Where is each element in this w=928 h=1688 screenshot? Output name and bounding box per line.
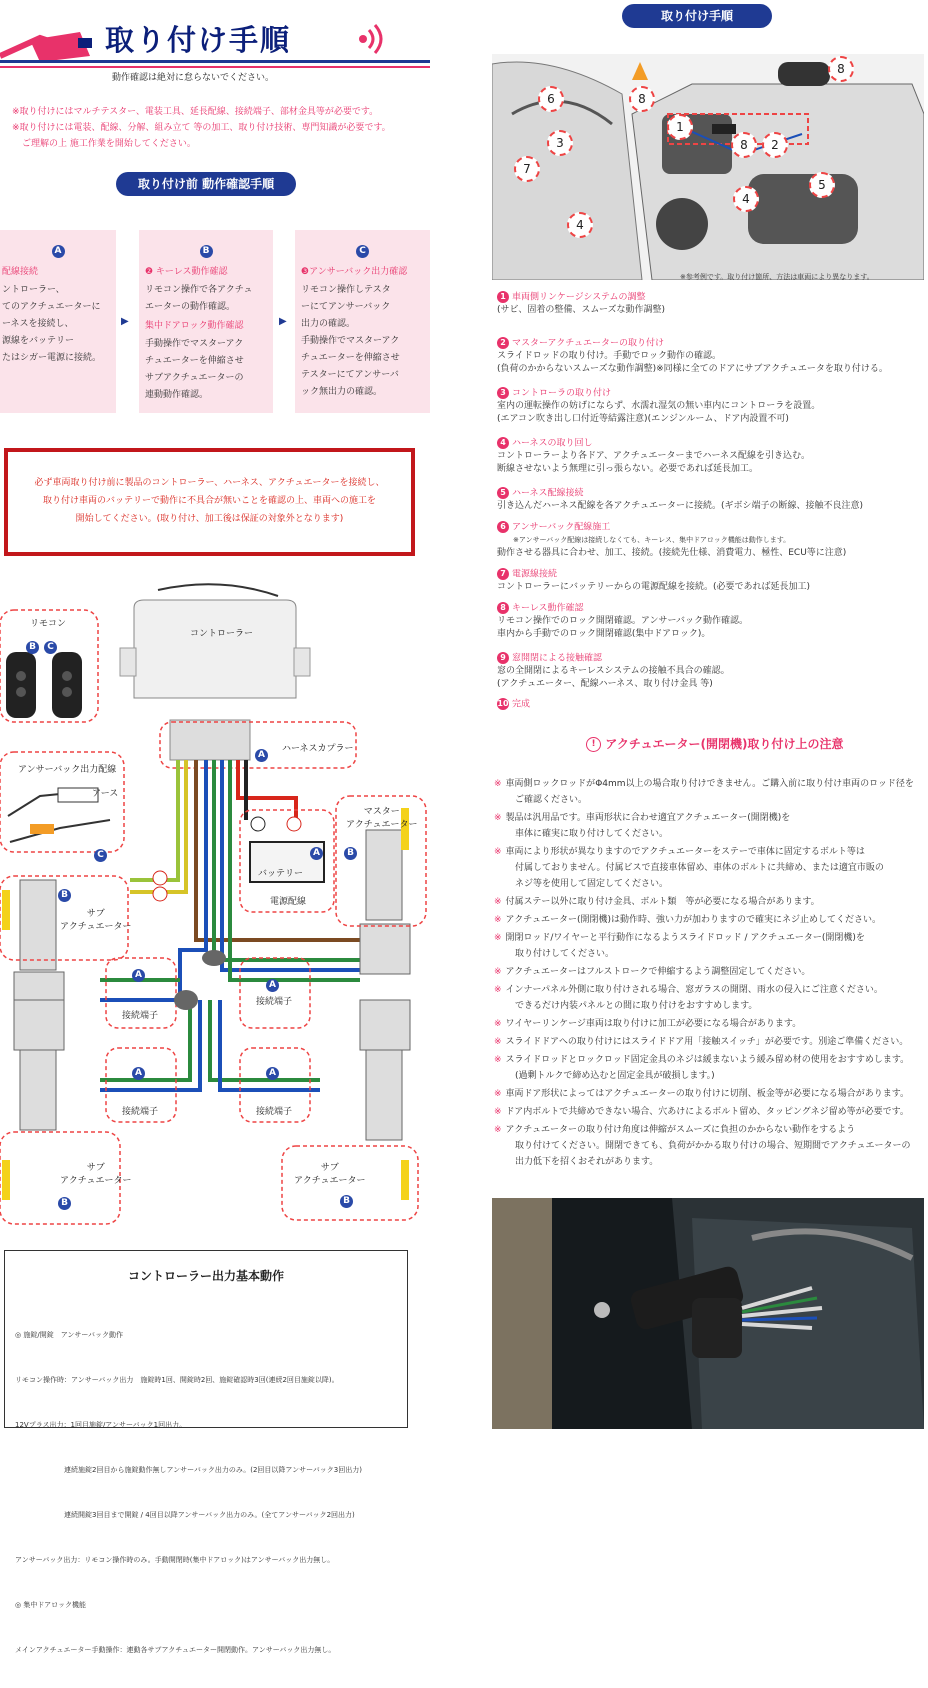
step-2: 2 マスターアクチュエーターの取り付け スライドロッドの取り付け。手動でロック動作の確認。 (負荷のかからないスムーズな動作調整)※同様に全てのドアにサブアクチュエータを取り付ける。 (497, 338, 888, 374)
sub-label: サブ アクチュエーター (294, 1163, 366, 1186)
sub-label: サブ アクチュエーター (60, 909, 132, 932)
card-a-line: 源線をバッテリー (2, 336, 75, 346)
reference-note: ※参考例です。取り付け箇所、方法は車両により異なります。 (680, 273, 874, 281)
master-label: マスター アクチュエーター (346, 807, 418, 830)
caution-item: ※ アクチュエーター(開閉機)は動作時、強い力が加わりますので確実にネジ止めしてください。 (494, 915, 882, 925)
card-b-line: 手動操作でマスターアク (145, 339, 244, 349)
output-line: リモコン操作時：アンサーバック出力 施錠時1回、開錠時2回、施錠確認時3回(連続2回目施錠以降)。 (15, 1376, 339, 1384)
step-7: 7 電源線接続 コントローラーにバッテリーからの電源配線を接続。(必要であれば延長加工) (497, 569, 811, 592)
battery-label: バッテリー (258, 869, 304, 879)
marker-7: 7 (514, 156, 540, 182)
card-c-line: ック無出力の確認。 (301, 387, 383, 397)
card-b-line: サブアクチュエーターの (145, 373, 244, 383)
marker-2: 2 (762, 132, 788, 158)
marker-5: 5 (809, 172, 835, 198)
card-b-heading: ❷ キーレス動作確認 (145, 267, 228, 277)
step-10: 10 完成 (497, 699, 531, 710)
wiring-diagram (0, 580, 430, 1230)
marker-8: 8 (629, 86, 655, 112)
caution-item: できるだけ内装パネルとの間に取り付けをおすすめします。 (506, 1001, 758, 1011)
card-c-line: チュエーターを伸縮させ (301, 353, 400, 363)
step-8: 8 キーレス動作確認 リモコン操作でのロック開閉確認。アンサーバック動作確認。 車内から手動でのロック開閉確認(集中ドアロック)。 (497, 603, 749, 639)
card-c-heading: ❸アンサーバック出力確認 (301, 267, 408, 277)
caution-item: ※ 開閉ロッド/ワイヤーと平行動作になるようスライドロッド / アクチュエーター(開閉機)を (494, 933, 865, 943)
caution-item: 出力低下を招くおそれがあります。 (506, 1157, 659, 1167)
marker-4: 4 (567, 212, 593, 238)
caution-item: 付属しておりません。付属ビスで直接車体留め、車体のボルトに共締め、または適宜市販の (506, 863, 884, 873)
card-a-line: てのアクチュエーターに (2, 302, 101, 312)
warning-line: 開始してください。(取り付け、加工後は保証の対象外となります) (75, 514, 344, 524)
card-b (139, 230, 273, 413)
caution-item: ※ ワイヤーリンケージ車両は取り付けに加工が必要になる場合があります。 (494, 1019, 802, 1029)
badge-a: A (266, 979, 279, 992)
steps-list (497, 291, 888, 711)
caution-item: 取り付けしてください。 (506, 949, 615, 959)
marker-8: 8 (731, 132, 757, 158)
marker-1: 1 (667, 114, 693, 140)
subtitle: 動作確認は絶対に怠らないでください。 (112, 73, 275, 83)
arrow-icon: ▶ (121, 316, 129, 327)
harness-label: ハーネスカプラー (282, 744, 354, 754)
card-a-line: ーネスを接続し、 (2, 319, 74, 329)
caution-item: ※ インナーパネル外側に取り付けされる場合、窓ガラスの開閉、雨水の侵入にご注意ください。 (494, 985, 883, 995)
badge-b: B (58, 1197, 71, 1210)
terminal-label: 接続端子 (122, 1011, 159, 1021)
badge-c: C (94, 849, 107, 862)
header-rule-2 (0, 66, 430, 68)
step-6: 6 アンサーバック配線施工 ※アンサーバック配線は接続しなくても、キーレス、集中ドアロック機能は動作します。 動作させる器具に合わせ、加工、接続。(接続先仕様、消費電力、極性、ECU等に注意) (497, 522, 847, 558)
card-b-line: 連動動作確認。 (145, 390, 209, 400)
terminal-label: 接続端子 (256, 997, 293, 1007)
badge-c: C (44, 641, 57, 654)
warning-box (4, 448, 415, 556)
answerback-label: アンサーバック出力配線 (18, 765, 117, 775)
actuator-photo (492, 1198, 924, 1429)
badge-b: B (58, 889, 71, 902)
signal-icon (357, 22, 387, 56)
output-line: ◎ 集中ドアロック機能 (15, 1601, 86, 1609)
badge-a: A (255, 749, 268, 762)
marker-8: 8 (828, 56, 854, 82)
output-title: コントローラー出力基本動作 (127, 1269, 284, 1283)
controller-label: コントローラー (190, 629, 254, 639)
page-title: 取り付け手順 (105, 23, 292, 57)
marker-3: 3 (547, 130, 573, 156)
card-c-line: テスターにてアンサーバ (301, 370, 399, 380)
caution-item: 取り付けてください。開閉できても、負荷がかかる取り付けの場合、短期間でアクチュエーターの (506, 1141, 911, 1151)
check-steps-pill: 取り付け前 動作確認手順 (116, 172, 296, 196)
output-line: メインアクチュエーター手動操作：連動各サブアクチュエーター開閉動作。アンサーバック出力無し。 (15, 1646, 336, 1654)
marker-4: 4 (733, 186, 759, 212)
sub-label: サブ アクチュエーター (60, 1163, 132, 1186)
badge-b: B (200, 245, 213, 258)
caution-item: ※ ドア内ボルトで共締めできない場合、穴あけによるボルト留め、タッピングネジ留め等が必要です。 (494, 1107, 909, 1117)
badge-b: B (344, 847, 357, 860)
output-box (4, 1250, 408, 1654)
badge-a: A (266, 1067, 279, 1080)
note-1: ※取り付けにはマルチテスター、電装工具、延長配線、接続端子、部材金具等が必要です。 (12, 107, 379, 117)
step-9: 9 窓開閉による接触確認 窓の全開閉によるキーレスシステムの接触不具合の確認。 (アクチュエーター、配線ハーネス、取り付け金具 等) (497, 653, 730, 689)
card-c-line: 出力の確認。 (301, 319, 356, 329)
note-2: ※取り付けには電装、配線、分解、組み立て 等の加工、取り付け技術、専門知識が必要です。 (12, 123, 391, 133)
badge-a: A (310, 847, 323, 860)
caution-item: ※ スライドドアへの取り付けにはスライドドア用「接触スイッチ」が必要です。別途ご準備ください。 (494, 1037, 909, 1047)
terminal-label: 接続端子 (122, 1107, 159, 1117)
remote-label: リモコン (30, 619, 67, 629)
caution-title: ! アクチュエーター(開閉機)取り付け上の注意 (586, 735, 843, 752)
caution-item: ※ アクチュエーターの取り付け角度は伸縮がスムーズに負担のかからない動作をするよう (494, 1125, 856, 1135)
install-steps-pill: 取り付け手順 (622, 4, 772, 28)
caution-item: ※ スライドロッドとロックロッド固定金具のネジは緩まないよう緩み留め材の使用をおすすめします。 (494, 1055, 910, 1065)
caution-item: ご確認ください。 (506, 795, 588, 805)
caution-item: ※ 製品は汎用品です。車両形状に合わせ適宜アクチュエーター(開閉機)を (494, 813, 791, 823)
card-b-line: リモコン操作で各アクチュ (145, 285, 253, 295)
card-c-line: ーにてアンサーバック (301, 302, 391, 312)
badge-a: A (52, 245, 65, 258)
card-c-line: 手動操作でマスターアク (301, 336, 400, 346)
marker-6: 6 (538, 86, 564, 112)
header-rule (0, 60, 430, 63)
badge-b: B (340, 1195, 353, 1208)
output-line: 12Vプラス出力：1回目施錠/アンサーバック1回出力。 (15, 1421, 187, 1429)
card-c (295, 230, 430, 413)
card-c-line: リモコン操作しテスタ (301, 285, 391, 295)
step-3: 3 コントローラの取り付け 室内の運転操作の妨げにならず、水濡れ湿気の無い車内にコントローラを設置。 (エアコン吹き出し口付近等結露注意)(エンジンルーム、ドア内設置不可) (497, 388, 821, 424)
card-b-line: エーターの動作確認。 (145, 302, 236, 312)
caution-item: ※ 車両側ロックロッドがΦ4mm以上の場合取り付けできません。ご購入前に取り付け車両のロッド径を (494, 779, 914, 789)
caution-item: ※ 付属ステー以外に取り付け金具、ボルト類 等が必要になる場合があります。 (494, 897, 820, 907)
warning-line: 必ず車両取り付け前に製品のコントローラー、ハーネス、アクチュエーターを接続し、 (34, 478, 385, 488)
caution-item: (過剰トルクで締め込むと固定金具が破損します。) (506, 1071, 715, 1081)
caution-item: ※ 車両ドア形状によってはアクチュエーターの取り付けに切削、板金等が必要になる場合があります。 (494, 1089, 910, 1099)
card-b-heading-2: 集中ドアロック動作確認 (145, 321, 244, 331)
arrow-icon: ▶ (279, 316, 287, 327)
caution-item: 車体に確実に取り付けしてください。 (506, 829, 669, 839)
step-5: 5 ハーネス配線接続 引き込んだハーネス配線を各アクチュエーターに接続。(ギボシ端子の断線、接触不良注意) (497, 488, 864, 511)
output-line: 連続開錠3回目まで開錠 / 4回目以降アンサーバック出力のみ。(全てアンサーバック2回出力) (15, 1511, 355, 1519)
caution-item: ※ 車両により形状が異なりますのでアクチュエーターをステーで車体に固定するボルト等は (494, 847, 865, 857)
power-label: 電源配線 (270, 897, 307, 907)
badge-a: A (132, 1067, 145, 1080)
badge-b: B (26, 641, 39, 654)
note-3: ご理解の上 施工作業を開始してください。 (22, 139, 196, 149)
badge-c: C (356, 245, 369, 258)
warning-line: 取り付け車両のバッテリーで動作に不具合が無いことを確認の上、車両への施工を (42, 496, 376, 506)
badge-a: A (132, 969, 145, 982)
caution-list (494, 776, 914, 1170)
card-a-line: たはシガー電源に接続。 (2, 353, 102, 363)
output-line: 連続施錠2回目から施錠動作無しアンサーバック出力のみ。(2回目以降アンサーバック3回出力) (15, 1466, 362, 1474)
card-a (0, 230, 116, 413)
step-1: 1 車両側リンケージシステムの調整 (サビ、固着の整備、スムーズな動作調整) (497, 292, 666, 315)
caution-item: ネジ等を使用して固定してください。 (506, 879, 669, 889)
caution-item: ※ アクチュエーターはフルストロークで伸縮するよう調整固定してください。 (494, 967, 811, 977)
output-line: ◎ 施錠/開錠 アンサーバック動作 (15, 1331, 124, 1339)
card-a-line: ントローラー、 (2, 285, 65, 295)
alert-icon: ! (586, 737, 601, 752)
step-4: 4 ハーネスの取り回し コントローラーより各ドア、アクチュエーターまでハーネス配線を引き込む。 断線させないよう無理に引っ張らない。必要であれば延長加工。 (497, 438, 811, 474)
output-line: アンサーバック出力：リモコン操作時のみ。手動開閉時(集中ドアロック)はアンサーバック出力無し。 (15, 1556, 335, 1564)
card-b-line: チュエーターを伸縮させ (145, 356, 244, 366)
terminal-label: 接続端子 (256, 1107, 293, 1117)
card-a-heading: 配線接続 (2, 267, 39, 277)
earth-label: アース (92, 789, 119, 799)
